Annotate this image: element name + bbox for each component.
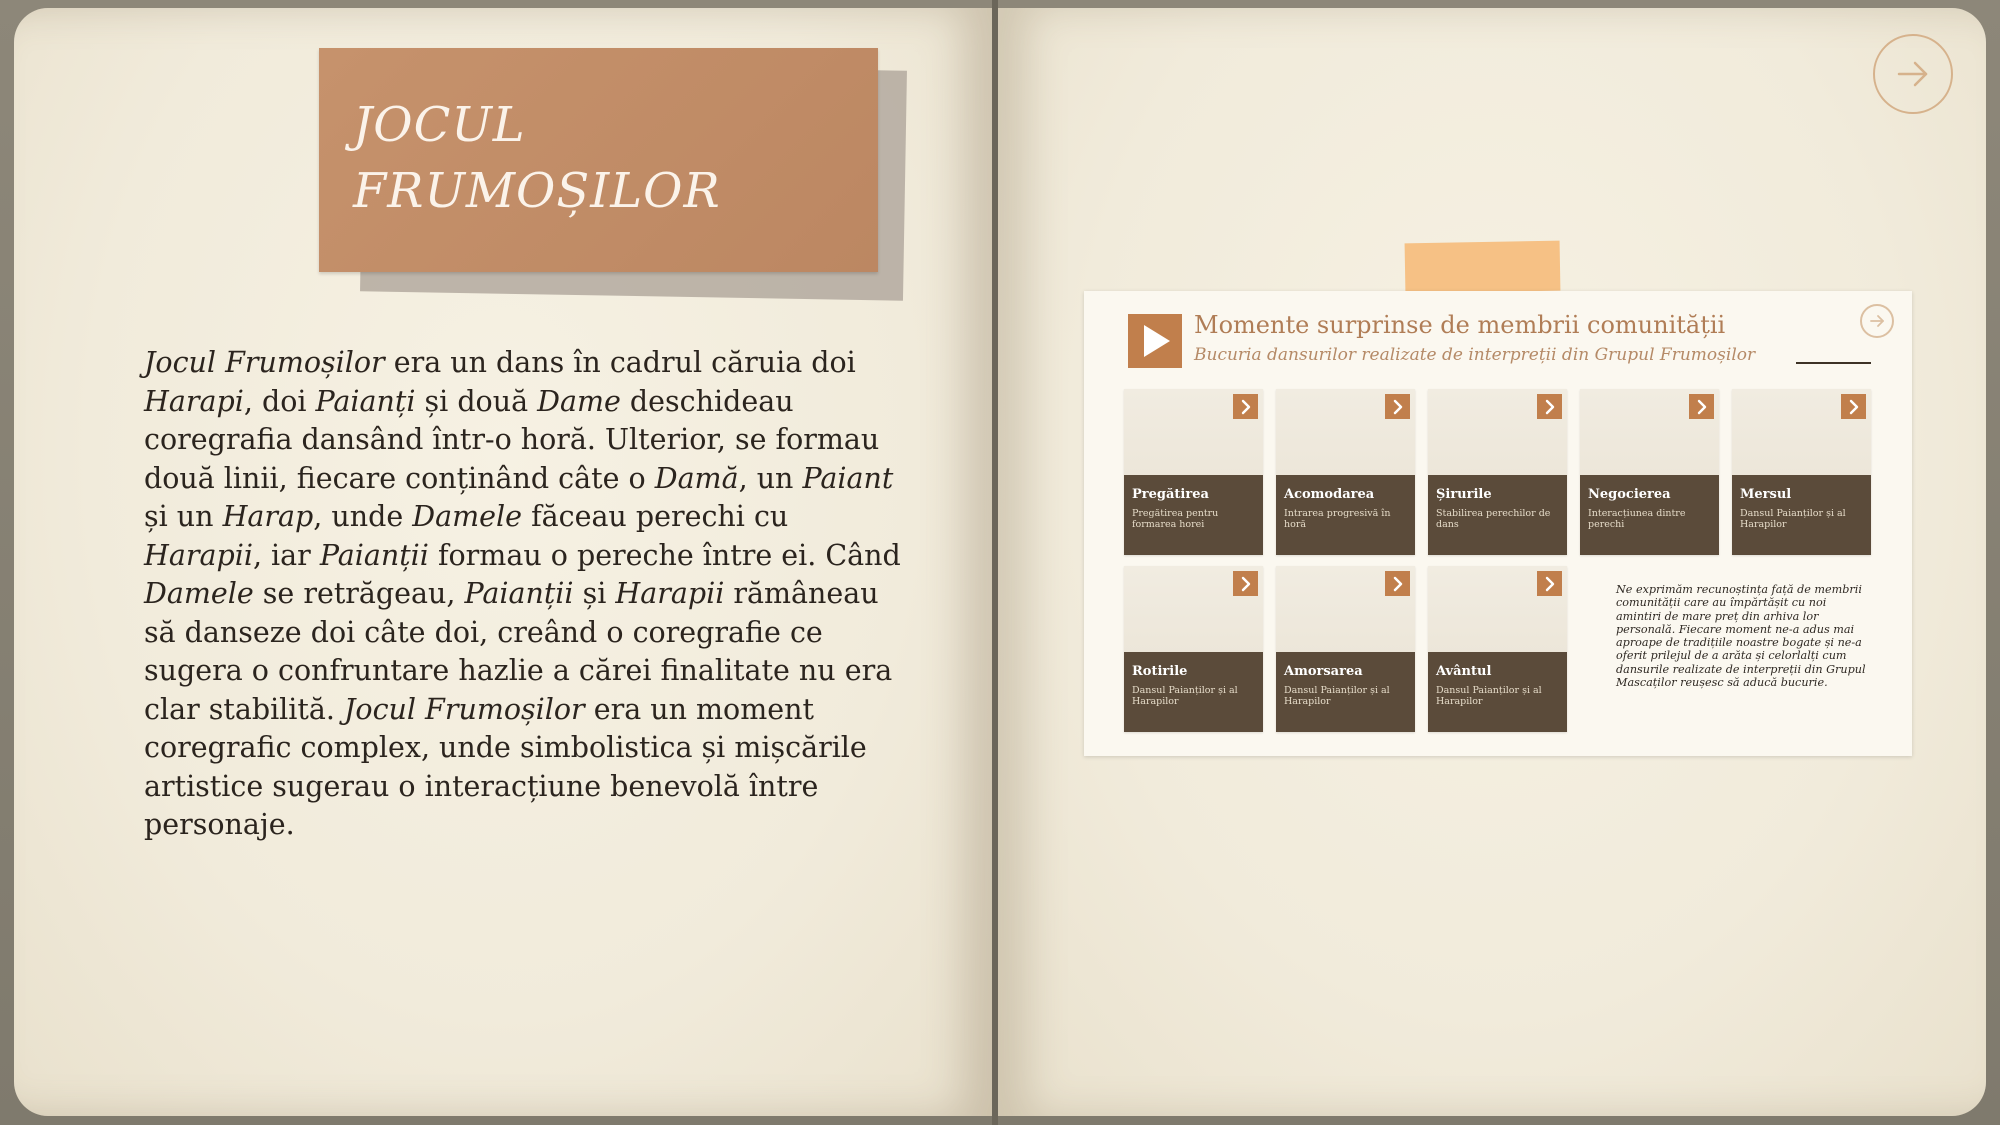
card-title: Mersul — [1740, 487, 1792, 502]
card-title: Șirurile — [1436, 487, 1492, 502]
paragraph-emphasis: Harapi — [144, 384, 244, 418]
paragraph-text: și două — [415, 384, 538, 418]
card-title: Pregătirea — [1132, 487, 1209, 502]
body-paragraph — [144, 344, 904, 845]
card-description: Intrarea progresivă în horă — [1284, 508, 1391, 530]
card-title: Negocierea — [1588, 487, 1671, 502]
card-caption — [1276, 652, 1415, 732]
card-description: Dansul Paianților și al Harapilor — [1284, 685, 1390, 707]
paragraph-emphasis: Jocul Frumoșilor — [343, 692, 585, 726]
page-title-line2: FRUMOȘILOR — [353, 163, 721, 219]
tape-strip — [1405, 241, 1561, 294]
chevron-right-icon — [1689, 394, 1714, 419]
paragraph-emphasis: Harap — [222, 500, 314, 533]
card-title: Avântul — [1436, 664, 1492, 679]
card-caption — [1732, 475, 1871, 555]
next-page-button[interactable] — [1873, 34, 1953, 114]
gallery-card[interactable] — [1732, 389, 1871, 555]
gallery-card[interactable] — [1276, 389, 1415, 555]
gallery-panel — [1084, 291, 1912, 756]
paragraph-text: deschideau coregrafia dansând într-o horă. Ulterior, se formau două linii, fiecare conținând câte o — [144, 384, 880, 495]
page-title — [353, 92, 833, 224]
arrow-right-circle-icon — [1893, 54, 1933, 94]
paragraph-emphasis: Harapii — [144, 538, 253, 572]
card-description: Pregătirea pentru formarea horei — [1132, 508, 1219, 530]
gallery-card[interactable] — [1276, 566, 1415, 732]
panel-next-button[interactable] — [1860, 304, 1894, 338]
chevron-right-icon — [1537, 571, 1562, 596]
paragraph-text: făceau perechi cu — [522, 500, 789, 533]
paragraph-text: , unde — [313, 500, 413, 533]
page-title-line1: JOCUL — [353, 97, 526, 153]
card-caption — [1276, 475, 1415, 555]
card-description: Stabilirea perechilor de dans — [1436, 508, 1551, 530]
play-button[interactable] — [1128, 314, 1182, 368]
panel-subtitle: Bucuria dansurilor realizate de interpreții din Grupul Frumoșilor — [1194, 345, 1756, 365]
paragraph-emphasis: Paianții — [464, 577, 574, 610]
paragraph-emphasis: Paiant — [802, 461, 894, 495]
chevron-right-icon — [1385, 571, 1410, 596]
panel-divider — [1796, 362, 1871, 364]
gallery-card[interactable] — [1124, 566, 1263, 732]
card-caption — [1124, 652, 1263, 732]
acknowledgement-note: Ne exprimăm recunoștința față de membrii comunității care au împărtășit cu noi amintiri de mare preț din arhiva lor personală. Fiecare moment ne-a adus mai aproape de tradițiile noastre bogate și ne-a oferit prilejul de a arăta și celorlalți cum dansurile realizate de interpreții din Grupul Mascaților reușesc să aducă bucurie. — [1616, 583, 1866, 690]
card-caption — [1428, 652, 1567, 732]
arrow-right-circle-icon — [1868, 312, 1886, 330]
paragraph-emphasis: Dame — [537, 384, 621, 418]
card-caption — [1428, 475, 1567, 555]
chevron-right-icon — [1233, 571, 1258, 596]
book-spine — [992, 0, 998, 1125]
gallery-card[interactable] — [1428, 566, 1567, 732]
paragraph-emphasis: Paianții — [319, 538, 429, 572]
paragraph-text: rămâneau să danseze doi câte doi, creând o coregrafie ce sugera o confruntare hazlie a cărei finalitate nu era clar stabilită. — [144, 577, 893, 726]
card-title: Amorsarea — [1284, 664, 1363, 679]
chevron-right-icon — [1841, 394, 1866, 419]
card-title: Rotirile — [1132, 664, 1188, 679]
paragraph-emphasis: Damele — [144, 577, 254, 610]
paragraph-text: formau o pereche între ei. Când — [428, 538, 901, 572]
card-description: Dansul Paianților și al Harapilor — [1436, 685, 1542, 707]
paragraph-emphasis: Jocul Frumoșilor — [144, 346, 385, 379]
card-caption — [1124, 475, 1263, 555]
paragraph-emphasis: Damele — [412, 500, 523, 533]
paragraph-text: era un moment coregrafic complex, unde simbolistica și mișcările artistice sugerau o interacțiune benevolă între personaje. — [144, 692, 867, 841]
card-description: Dansul Paianților și al Harapilor — [1132, 685, 1238, 707]
card-title: Acomodarea — [1284, 487, 1375, 502]
gallery-card[interactable] — [1124, 389, 1263, 555]
paragraph-emphasis: Harapii — [615, 577, 725, 610]
paragraph-text: era un dans în cadrul căruia doi — [384, 346, 856, 379]
paragraph-emphasis: Paianți — [315, 384, 416, 418]
card-description: Interacțiunea dintre perechi — [1588, 508, 1686, 530]
gallery-card[interactable] — [1428, 389, 1567, 555]
gallery-card[interactable] — [1580, 389, 1719, 555]
paragraph-text: se retrăgeau, — [253, 577, 465, 610]
play-icon — [1128, 314, 1182, 368]
chevron-right-icon — [1385, 394, 1410, 419]
paragraph-text: , un — [738, 461, 803, 495]
panel-title: Momente surprinse de membrii comunității — [1194, 311, 1726, 339]
paragraph-text: și — [573, 577, 616, 610]
paragraph-text: , iar — [252, 538, 320, 572]
paragraph-text: și un — [144, 500, 223, 533]
chevron-right-icon — [1233, 394, 1258, 419]
chevron-right-icon — [1537, 394, 1562, 419]
paragraph-emphasis: Damă — [654, 461, 739, 495]
card-description: Dansul Paianților și al Harapilor — [1740, 508, 1846, 530]
card-caption — [1580, 475, 1719, 555]
paragraph-text: , doi — [243, 384, 316, 418]
